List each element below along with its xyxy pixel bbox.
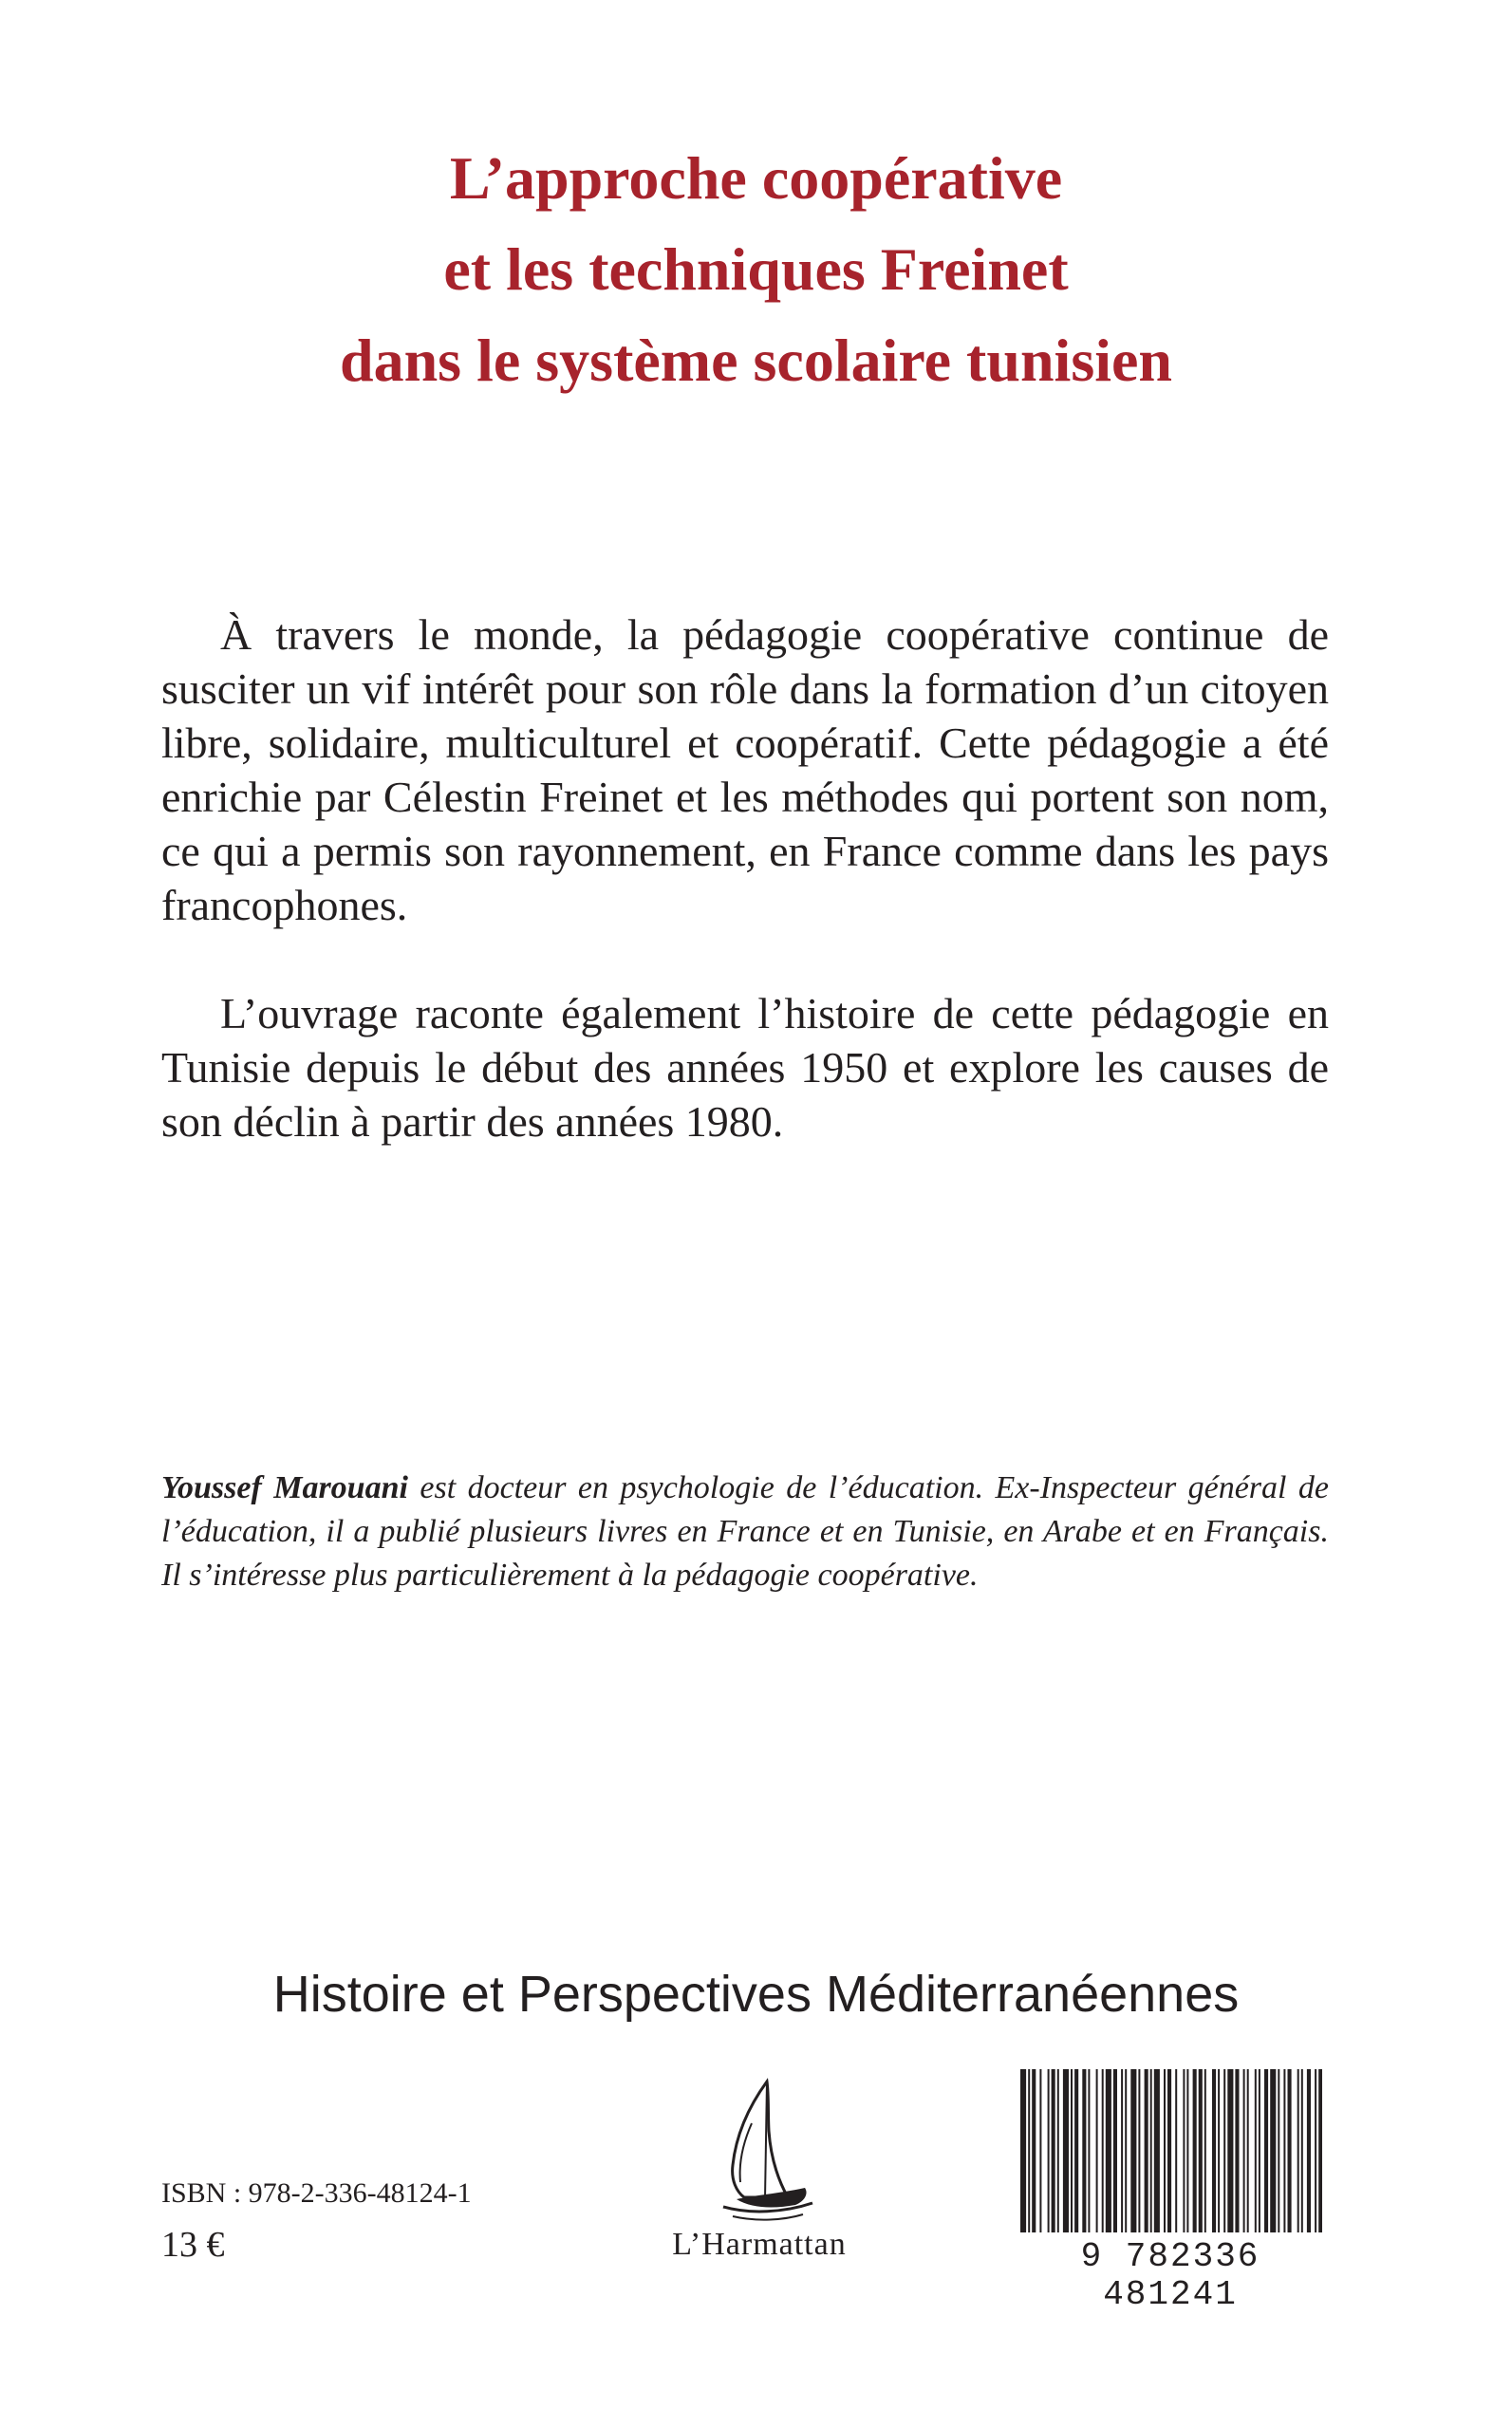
- barcode-bar: [1315, 2069, 1316, 2232]
- barcode-bar: [1243, 2069, 1245, 2232]
- barcode-bar: [1259, 2069, 1260, 2232]
- barcode-bar: [1071, 2069, 1073, 2232]
- barcode-bar: [1074, 2069, 1078, 2232]
- barcode-bar: [1102, 2069, 1104, 2232]
- author-bio-text: est docteur en psychologie de l’éducation. Ex-Inspecteur général de l’éducation, il a publié plusieurs livres en France et en Tunisie, en Arabe et en Français. Il s’intéresse plus particulièrement à la pédagogie coopérative.: [161, 1470, 1330, 1593]
- barcode-bar: [1121, 2069, 1123, 2232]
- series-name: Histoire et Perspectives Méditerranéennes: [272, 1966, 1240, 2023]
- title-line-3: dans le système scolaire tunisien: [339, 327, 1173, 394]
- barcode-bar: [1154, 2069, 1160, 2232]
- barcode-bar: [1223, 2069, 1225, 2232]
- barcode-bar: [1278, 2069, 1279, 2232]
- barcode-bar: [1063, 2069, 1069, 2232]
- barcode-bar: [1057, 2069, 1059, 2232]
- barcode-bar: [1028, 2069, 1030, 2232]
- barcode-bar: [1255, 2069, 1257, 2232]
- barcode-bar: [1082, 2069, 1086, 2232]
- publisher-logo: [645, 2074, 873, 2269]
- barcode-bar: [1088, 2069, 1090, 2232]
- isbn: ISBN : 978-2-336-48124-1: [161, 2177, 472, 2209]
- summary-paragraph-2: L’ouvrage raconte également l’histoire de cette pédagogie en Tunisie depuis le début des années 1950 et explore les causes de son déclin à partir des années 1980.: [161, 989, 1329, 1146]
- barcode-bar: [1288, 2069, 1292, 2232]
- barcode-bar: [1264, 2069, 1268, 2232]
- barcode-bar: [1235, 2069, 1239, 2232]
- summary-paragraph-1: À travers le monde, la pédagogie coopérative continue de susciter un vif intérêt pour son rôle dans la formation d’un citoyen libre, solidaire, multiculturel et coopératif. Cette pédagogie a été enrichie par Célestin Freinet et les méthodes qui portent son nom, ce qui a permis son rayonnement, en France comme dans les pays francophones.: [161, 610, 1329, 929]
- book-title: [0, 133, 1512, 406]
- barcode-bar: [1218, 2069, 1220, 2232]
- barcode-bar: [1307, 2069, 1311, 2232]
- title-line-1: L’approche coopérative: [449, 144, 1063, 212]
- barcode-bar: [1138, 2069, 1140, 2232]
- isbn-barcode: [1018, 2069, 1322, 2314]
- barcode-bar: [1130, 2069, 1136, 2232]
- barcode-bar: [1052, 2069, 1055, 2232]
- barcode-bar: [1318, 2069, 1322, 2232]
- barcode-bars: [1018, 2069, 1322, 2235]
- barcode-bar: [1183, 2069, 1185, 2232]
- barcode-bar: [1297, 2069, 1299, 2232]
- barcode-bar: [1125, 2069, 1127, 2232]
- publisher-name: L’Harmattan: [672, 2227, 847, 2262]
- barcode-bar: [1247, 2069, 1249, 2232]
- barcode-bar: [1032, 2069, 1036, 2232]
- barcode-bar: [1167, 2069, 1171, 2232]
- barcode-digits: 9 782336 481241: [1080, 2237, 1260, 2314]
- author-name: Youssef Marouani: [161, 1470, 408, 1505]
- price: 13 €: [161, 2225, 225, 2265]
- barcode-bar: [1150, 2069, 1152, 2232]
- barcode-bar: [1113, 2069, 1117, 2232]
- book-summary: [161, 607, 1329, 1203]
- barcode-bar: [1175, 2069, 1177, 2232]
- barcode-bar: [1039, 2069, 1041, 2232]
- barcode-bar: [1204, 2069, 1206, 2232]
- barcode-bar: [1164, 2069, 1166, 2232]
- barcode-bar: [1048, 2069, 1050, 2232]
- sailboat-icon: [645, 2074, 873, 2231]
- barcode-bar: [1096, 2069, 1098, 2232]
- barcode-bar: [1145, 2069, 1148, 2232]
- barcode-bar: [1199, 2069, 1203, 2232]
- author-bio: [161, 1466, 1329, 1597]
- barcode-bar: [1283, 2069, 1285, 2232]
- barcode-bar: [1186, 2069, 1188, 2232]
- barcode-bar: [1270, 2069, 1276, 2232]
- barcode-bar: [1301, 2069, 1303, 2232]
- barcode-bar: [1020, 2069, 1026, 2232]
- barcode-bar: [1106, 2069, 1111, 2232]
- barcode-bar: [1193, 2069, 1197, 2232]
- title-line-2: et les techniques Freinet: [443, 235, 1069, 303]
- barcode-bar: [1227, 2069, 1233, 2232]
- barcode-bar: [1212, 2069, 1216, 2232]
